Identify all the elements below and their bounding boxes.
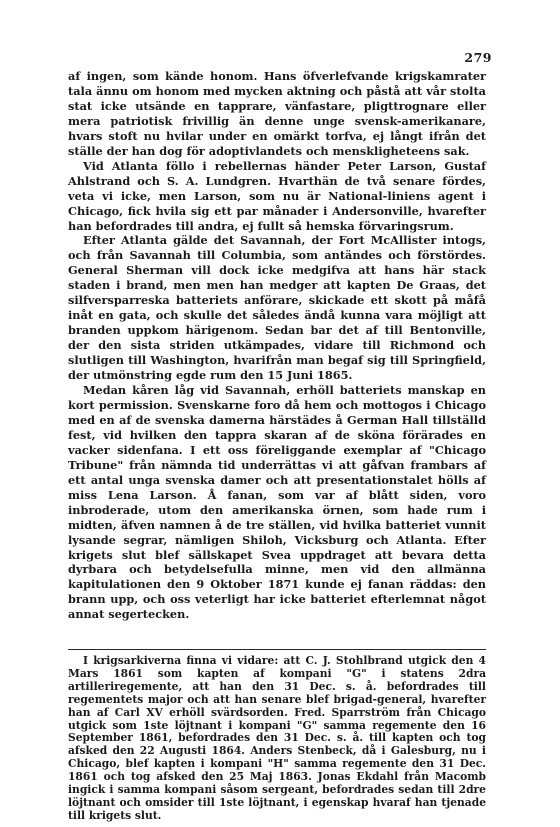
paragraph: Vid Atlanta föllo i rebellernas händer Peter Larson, Gustaf Ahlstrand och S. A. Lundgren. Hvarthän de två senare fördes, veta vi icke, men Larson, som nu är National-liniens agent i Chicago, fick hvila sig ett par månader i Andersonville, hvarefter han befordrades till andra, ej fullt så hemska förvaringsrum. [68,158,486,233]
paragraph: Medan kåren låg vid Savannah, erhöll batteriets manskap en kort permission. Svenskarne foro då hem och mottogos i Chicago med en af de svenska damerna härstädes å German Hall tillställd fest, vid hvilken den tappra skaran af de sköna förärades en vacker sidenfana. I ett oss föreliggande exemplar af "Chicago Tribune" från nämnda tid underrättas vi att gåfvan frambars af ett antal unga svenska damer och att presentationstalet hölls af miss Lena Larson. Å fanan, som var af blått siden, voro inbroderade, utom den amerikanska örnen, som hade rum i midten, äfven namnen å de tre ställen, vid hvilka batteriet vunnit lysande segrar, nämligen Shiloh, Vicksburg och Atlanta. Efter krigets slut blef sällskapet Svea uppdraget att bevara detta dyrbara och betydelsefulla minne, men vid den allmänna kapitulationen den 9 Oktober 1871 kunde ej fanan räddas: den brann upp, och oss veterligt har icke batteriet efterlemnat något annat segertecken. [68,383,486,622]
paragraph: Efter Atlanta gälde det Savannah, der Fort McAllister intogs, och från Savannah till Columbia, som antändes och förstördes. General Sherman vill dock icke medgifva att hans här stack staden i brand, men men han medger att kapten De Graas, det silfversparreska batteriets anförare, skickade ett skott på måfå inåt en gata, och skulle det således ändå kunna vara möjligt att branden uppkom härigenom. Sedan bar det af till Bentonville, der den sista striden utkämpades, vidare till Richmond och slutligen till Washington, hvarifrån man begaf sig till Springfield, der utmönstring egde rum den 15 Juni 1865. [68,233,486,383]
footnote-divider [68,649,486,650]
footnote-block [68,655,486,823]
main-text-block [68,69,486,622]
page-number: 279 [464,50,492,65]
footnote-text: I krigsarkiverna finna vi vidare: att C. J. Stohlbrand utgick den 4 Mars 1861 som kapten af kompani "G" i statens 2dra artilleriregemente, att han den 31 Dec. s. å. befordrades till regementets major och att han senare blef brigad-general, hvarefter han af Carl XV erhöll svärdsorden. Fred. Sparrström från Chicago utgick som 1ste löjtnant i kompani "G" samma regemente den 16 September 1861, befordrades den 31 Dec. s. å. till kapten och tog afsked den 22 Augusti 1864. Anders Stenbeck, då i Galesburg, nu i Chicago, blef kapten i kompani "H" samma regemente den 31 Dec. 1861 och tog afsked den 25 Maj 1863. Jonas Ekdahl från Macomb ingick i samma kompani såsom sergeant, befordrades sedan till 2dre löjtnant och omsider till 1ste löjtnant, i egenskap hvaraf han tjenade till krigets slut. [68,654,486,822]
paragraph: af ingen, som kände honom. Hans öfverlefvande krigskamrater tala ännu om honom med mycken aktning och påstå att vår stolta stat icke utsände en tapprare, vänfastare, pligttrognare eller mera patriotisk frivillig än denne unge svensk-amerikanare, hvars stoft nu hvilar under en omärkt torfva, ej långt ifrån det ställe der han dog för adoptivlandets och menskligheteens sak. [68,69,486,158]
